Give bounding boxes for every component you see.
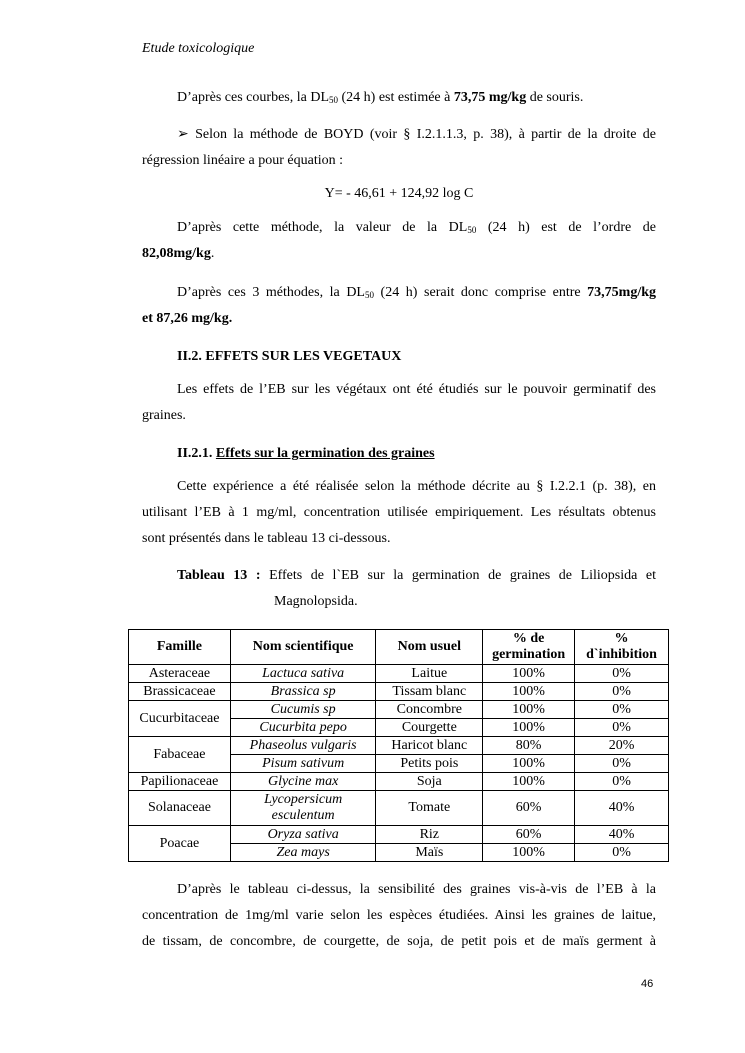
cell-inhibition: 20% bbox=[575, 737, 669, 755]
cell-famille: Papilionaceae bbox=[129, 773, 231, 791]
paragraph-three-methods-line1: D’après ces 3 méthodes, la $DL_{50}$ (24 h) serait donc comprise entre 73,75mg/kg bbox=[177, 285, 656, 300]
paragraph-vegetaux-line2: graines. bbox=[142, 408, 186, 423]
table-caption-text: Effets de l`EB sur la germination de graines de Liliopsida et bbox=[269, 568, 657, 583]
paragraph-three-methods-line2: et 87,26 mg/kg. bbox=[142, 311, 233, 326]
paragraph-experiment-line1: Cette expérience a été réalisée selon la méthode décrite au § I.2.2.1 (p. 38), en bbox=[177, 479, 656, 494]
cell-germination: 100% bbox=[483, 844, 575, 862]
cell-famille: Solanaceae bbox=[129, 791, 231, 826]
cell-famille: Cucurbitaceae bbox=[129, 701, 231, 737]
cell-nom-usuel: Laitue bbox=[376, 665, 483, 683]
cell-famille: Asteraceae bbox=[129, 665, 231, 683]
table-row bbox=[129, 665, 669, 683]
header-nom-usuel: Nom usuel bbox=[376, 630, 483, 665]
cell-nom-scientifique: Lycopersicum esculentum bbox=[230, 791, 376, 826]
cell-nom-scientifique: Phaseolus vulgaris bbox=[230, 737, 376, 755]
header-inhibition: % d`inhibition bbox=[575, 630, 669, 665]
cell-germination: 60% bbox=[483, 791, 575, 826]
cell-germination: 100% bbox=[483, 683, 575, 701]
header-nom-scientifique: Nom scientifique bbox=[230, 630, 376, 665]
paragraph-sensitivity-line1: D’après le tableau ci-dessus, la sensibilité des graines vis-à-vis de l’EB à la bbox=[177, 882, 656, 897]
paragraph-vegetaux-line1: Les effets de l’EB sur les végétaux ont été étudiés sur le pouvoir germinatif des bbox=[177, 382, 656, 397]
cell-inhibition: 0% bbox=[575, 665, 669, 683]
cell-inhibition: 0% bbox=[575, 773, 669, 791]
cell-nom-usuel: Tissam blanc bbox=[376, 683, 483, 701]
cell-nom-scientifique: Zea mays bbox=[230, 844, 376, 862]
table-caption bbox=[177, 563, 656, 615]
cell-nom-scientifique: Cucumis sp bbox=[230, 701, 376, 719]
paragraph-dl50-curves: D’après ces courbes, la $DL_{50}$ (24 h) est estimée à 73,75 mg/kg de souris. bbox=[177, 90, 584, 105]
cell-germination: 100% bbox=[483, 719, 575, 737]
cell-germination: 100% bbox=[483, 701, 575, 719]
cell-germination: 80% bbox=[483, 737, 575, 755]
cell-nom-usuel: Maïs bbox=[376, 844, 483, 862]
paragraph-sensitivity-line2: concentration de 1mg/ml varie selon les espèces étudiées. Ainsi les graines de laitue, bbox=[142, 908, 656, 923]
cell-nom-scientifique: Glycine max bbox=[230, 773, 376, 791]
cell-famille: Brassicaceae bbox=[129, 683, 231, 701]
cell-nom-usuel: Haricot blanc bbox=[376, 737, 483, 755]
table-row bbox=[129, 773, 669, 791]
table-row bbox=[129, 737, 669, 755]
subsection-heading: II.2.1. Effets sur la germination des graines bbox=[177, 446, 435, 461]
cell-nom-usuel: Tomate bbox=[376, 791, 483, 826]
cell-inhibition: 40% bbox=[575, 791, 669, 826]
paragraph-boyd-result-line1: D’après cette méthode, la valeur de la $DL_{50}$ (24 h) est de l’ordre de bbox=[177, 220, 656, 235]
paragraph-experiment-line3: sont présentés dans le tableau 13 ci-dessous. bbox=[142, 531, 391, 546]
cell-nom-scientifique: Pisum sativum bbox=[230, 755, 376, 773]
paragraph-sensitivity-line3: de tissam, de concombre, de courgette, de soja, de petit pois et de maïs germent à bbox=[142, 934, 656, 949]
header-germination: % de germination bbox=[483, 630, 575, 665]
cell-germination: 100% bbox=[483, 755, 575, 773]
table-caption-label: Tableau 13 : bbox=[177, 568, 261, 583]
cell-famille: Poacae bbox=[129, 826, 231, 862]
regression-equation: Y= - 46,61 + 124,92 log C bbox=[324, 186, 474, 201]
table-row bbox=[129, 683, 669, 701]
table-caption-line2: Magnolopsida. bbox=[274, 594, 358, 609]
cell-nom-scientifique: Lactuca sativa bbox=[230, 665, 376, 683]
cell-germination: 100% bbox=[483, 665, 575, 683]
cell-inhibition: 0% bbox=[575, 683, 669, 701]
cell-nom-usuel: Petits pois bbox=[376, 755, 483, 773]
section-heading: II.2. EFFETS SUR LES VEGETAUX bbox=[177, 349, 402, 364]
table-header-row bbox=[129, 630, 669, 665]
cell-nom-scientifique: Cucurbita pepo bbox=[230, 719, 376, 737]
header-famille: Famille bbox=[129, 630, 231, 665]
cell-nom-usuel: Concombre bbox=[376, 701, 483, 719]
cell-nom-usuel: Soja bbox=[376, 773, 483, 791]
table-row bbox=[129, 791, 669, 826]
table-row bbox=[129, 826, 669, 844]
cell-nom-usuel: Courgette bbox=[376, 719, 483, 737]
cell-inhibition: 40% bbox=[575, 826, 669, 844]
cell-inhibition: 0% bbox=[575, 701, 669, 719]
cell-nom-scientifique: Brassica sp bbox=[230, 683, 376, 701]
cell-nom-scientifique: Oryza sativa bbox=[230, 826, 376, 844]
cell-inhibition: 0% bbox=[575, 719, 669, 737]
paragraph-experiment-line2: utilisant l’EB à 1 mg/ml, concentration utilisée empiriquement. Les résultats obtenus bbox=[142, 505, 656, 520]
running-header: Etude toxicologique bbox=[142, 41, 255, 56]
page-number: 46 bbox=[641, 978, 654, 990]
germination-table bbox=[128, 629, 669, 862]
cell-inhibition: 0% bbox=[575, 844, 669, 862]
cell-germination: 100% bbox=[483, 773, 575, 791]
paragraph-boyd-line2: régression linéaire a pour équation : bbox=[142, 153, 343, 168]
bullet-arrow-icon: ➢ bbox=[177, 127, 189, 142]
table-row bbox=[129, 701, 669, 719]
cell-nom-usuel: Riz bbox=[376, 826, 483, 844]
cell-inhibition: 0% bbox=[575, 755, 669, 773]
paragraph-boyd-line1: ➢ Selon la méthode de BOYD (voir § I.2.1.1.3, p. 38), à partir de la droite de bbox=[177, 127, 656, 142]
cell-germination: 60% bbox=[483, 826, 575, 844]
paragraph-boyd-result-line2: 82,08mg/kg. bbox=[142, 246, 215, 261]
cell-famille: Fabaceae bbox=[129, 737, 231, 773]
